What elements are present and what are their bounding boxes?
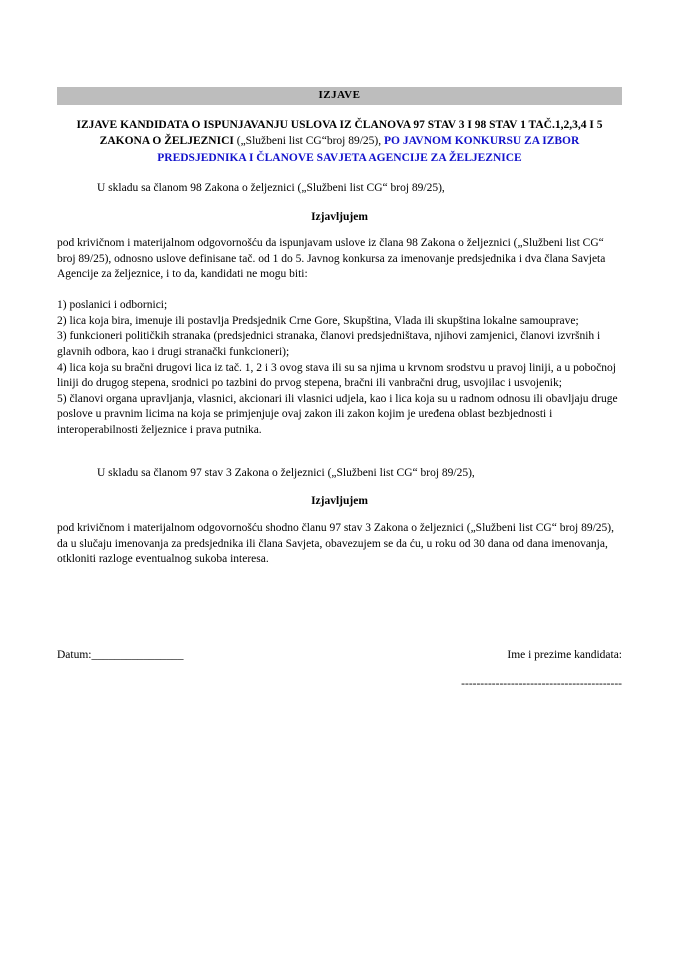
- section1-declaration-heading: Izjavljujem: [311, 210, 368, 223]
- document-header-bar: IZJAVE: [57, 87, 622, 105]
- footer: [57, 648, 622, 693]
- list-item: 4) lica koja su bračni drugovi lica iz tač. 1, 2 i 3 ovog stava ili su sa njima u krvnom srodstvu u pravoj liniji, a u pobočnoj liniji do drugog stepena, srodnici po tazbini do prvog stepena, bračni ili vanbračni drug, usvojilac i usvojenik;: [57, 361, 616, 390]
- section1-intro-paragraph: U skladu sa članom 98 Zakona o željeznici („Službeni list CG“ broj 89/25),: [97, 181, 445, 194]
- section2-intro-paragraph: U skladu sa članom 97 stav 3 Zakona o željeznici („Službeni list CG“ broj 89/25),: [97, 466, 475, 479]
- name-label: Ime i prezime kandidata:: [507, 648, 622, 661]
- title-segment-bold-blue: PO JAVNOM KONKURSU ZA IZBOR PREDSJEDNIKA I ČLANOVE SAVJETA AGENCIJE ZA ŽELJEZNICE: [157, 135, 580, 164]
- signature-line: ------------------------------------------: [461, 678, 622, 691]
- list-item: 3) funkcioneri političkih stranaka (predsjednici stranaka, članovi predsjedništava, njihovi zamjenici, članovi izvršnih i glavnih odbora, kao i drugi stranački funkcioneri);: [57, 330, 601, 358]
- title-segment-bold-black: IZJAVE KANDIDATA O ISPUNJAVANJU USLOVA IZ ČLANOVA 97 STAV 3 I 98 STAV 1 TAČ.1,2,3,4 I 5 ZAKONA O ŽELJEZNICI: [76, 118, 603, 148]
- section2-body-paragraph: pod krivičnom i materijalnom odgovornošću shodno članu 97 stav 3 Zakona o željeznici („Službeni list CG“ broj 89/25), da u slučaju imenovanja za predsjednika ili člana Savjeta, obavezujem se da ću, u roku od 30 dana od dana imenovanja, otkloniti razloge eventualnog sukoba interesa.: [57, 521, 614, 566]
- document-title: [57, 117, 622, 166]
- section1-body-paragraph: pod krivičnom i materijalnom odgovornošću da ispunjavam uslove iz člana 98 Zakona o željeznici („Službeni list CG“ broj 89/25), odnosno uslove definisane tač. od 1 do 5. Javnog konkursa za imenovanje predsjednika i dva člana Savjeta Agencije za željeznice, i to da, kandidati ne mogu biti:: [57, 237, 606, 281]
- section2-declaration-heading: Izjavljujem: [311, 495, 368, 508]
- list-item: 5) članovi organa upravljanja, vlasnici, akcionari ili vlasnici udjela, kao i lica koja su u radnom odnosu ili obavljaju druge poslove u pravnim licima na koja se primjenjuje ovaj zakon ili zakon kojim je uređena oblast bezbjednosti i interoperabilnosti željeznice i prava putnika.: [57, 392, 618, 437]
- signature-block: [461, 648, 622, 693]
- title-segment-normal-black: („Službeni list CG“broj 89/25),: [236, 135, 384, 148]
- list-item: 1) poslanici i odbornici;: [57, 299, 168, 312]
- conditions-list: [57, 298, 622, 439]
- list-item: 2) lica koja bira, imenuje ili postavlja Predsjednik Crne Gore, Skupština, Vlada ili skupština lokalne samouprave;: [57, 314, 579, 327]
- date-label: Datum:________________: [57, 648, 184, 661]
